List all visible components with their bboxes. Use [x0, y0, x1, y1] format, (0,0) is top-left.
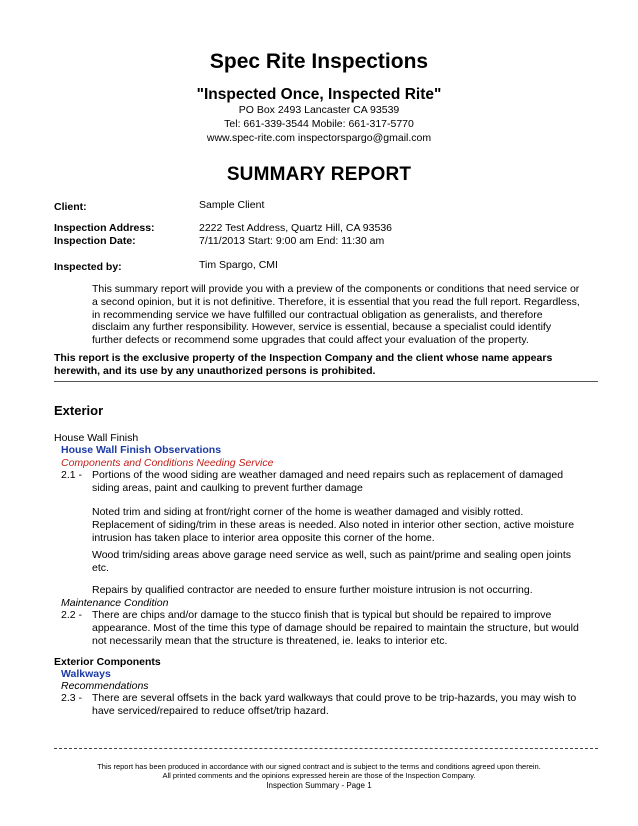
- category-exterior-components: Exterior Components: [54, 656, 161, 668]
- item-line: appearance. Most of the time this type of damage should be repaired to maintain the structure, but would: [92, 621, 579, 634]
- intro-line: further defects or recommend some upgrades that could affect your evaluation of the property.: [92, 334, 529, 347]
- item-number: 2.1 -: [61, 469, 83, 481]
- item-line: Replacement of siding/trim in these areas is needed. Also noted in interior other section, active moisture: [92, 518, 575, 531]
- inspection-date-label: Inspection Date:: [54, 235, 136, 247]
- intro-paragraph: [92, 283, 602, 347]
- item-2-3-text: [92, 692, 592, 718]
- client-value: Sample Client: [199, 199, 265, 211]
- item-line: siding areas, paint and caulking to prevent further damage: [92, 481, 363, 494]
- subcategory-wall-observations: House Wall Finish Observations: [61, 444, 222, 456]
- section-heading-exterior: Exterior: [54, 403, 104, 418]
- intro-line: a second opinion, but it is not definitive. Therefore, it is essential that you read the full report. Regardless,: [92, 295, 580, 308]
- item-number: 2.3 -: [61, 692, 83, 704]
- inspection-date-value: 7/11/2013 Start: 9:00 am End: 11:30 am: [199, 235, 385, 247]
- condition-maintenance: Maintenance Condition: [61, 597, 169, 609]
- footer-divider: [54, 748, 598, 749]
- item-2-1-paragraph-3: [92, 549, 592, 575]
- condition-needing-service: Components and Conditions Needing Service: [61, 457, 274, 469]
- inspected-by-label: Inspected by:: [54, 261, 122, 273]
- condition-recommendations: Recommendations: [61, 680, 149, 692]
- client-label: Client:: [54, 201, 87, 213]
- report-title: SUMMARY REPORT: [226, 164, 412, 185]
- company-web: www.spec-rite.com inspectorspargo@gmail.com: [206, 132, 432, 144]
- item-line: Noted trim and siding at front/right corner of the home is weather damaged and visibly rotted.: [92, 506, 524, 518]
- divider: [54, 381, 598, 382]
- exclusive-notice: [54, 352, 602, 378]
- item-line: not necessarily mean that the structure is threatened, ie. leaks to interior etc.: [92, 634, 448, 647]
- company-address: PO Box 2493 Lancaster CA 93539: [238, 104, 400, 116]
- item-line: etc.: [92, 561, 109, 574]
- item-line: intrusion has taken place to interior area opposite this corner of the home.: [92, 531, 435, 544]
- inspection-address-value: 2222 Test Address, Quartz Hill, CA 93536: [199, 222, 392, 234]
- footer-page-number: Inspection Summary - Page 1: [266, 781, 372, 790]
- intro-line: in recommending service we have fulfilled our contractual obligation as generalists, and therefore: [92, 308, 543, 321]
- item-line: Portions of the wood siding are weather damaged and need repairs such as replacement of damaged: [92, 469, 564, 481]
- footer-disclaimer-2: All printed comments and the opinions expressed herein are those of the Inspection Company.: [162, 771, 476, 780]
- notice-line: herewith, and its use by any unauthorized persons is prohibited.: [54, 364, 376, 377]
- item-2-1-paragraph-2: [92, 506, 592, 544]
- item-line: There are several offsets in the back yard walkways that could prove to be trip-hazards, you may wish to: [92, 692, 577, 704]
- company-tagline: "Inspected Once, Inspected Rite": [196, 86, 442, 103]
- item-line: have serviced/repaired to reduce offset/trip hazard.: [92, 704, 329, 717]
- intro-line: This summary report will provide you with a preview of the components or conditions that need service or: [92, 283, 580, 295]
- item-2-1-text: [92, 469, 592, 495]
- item-number: 2.2 -: [61, 609, 83, 621]
- item-line: Wood trim/siding areas above garage need service as well, such as paint/prime and sealing open joints: [92, 549, 571, 561]
- item-2-2-text: [92, 609, 592, 647]
- item-line: There are chips and/or damage to the stucco finish that is typical but should be repaired to improve: [92, 609, 552, 621]
- notice-line: This report is the exclusive property of the Inspection Company and the client whose name appears: [54, 352, 553, 364]
- company-phones: Tel: 661-339-3544 Mobile: 661-317-5770: [224, 118, 414, 130]
- footer-disclaimer-1: This report has been produced in accordance with our signed contract and is subject to the terms and conditions agreed upon therein.: [97, 762, 541, 771]
- inspection-address-label: Inspection Address:: [54, 222, 155, 234]
- company-name: Spec Rite Inspections: [209, 50, 429, 73]
- subcategory-walkways: Walkways: [61, 668, 111, 680]
- category-house-wall-finish: House Wall Finish: [54, 432, 139, 444]
- item-2-1-paragraph-4: Repairs by qualified contractor are needed to ensure further moisture intrusion is not occurring.: [92, 584, 533, 596]
- intro-line: disclaim any further responsibility. However, service is essential, because a specialist could identify: [92, 321, 552, 334]
- inspected-by-value: Tim Spargo, CMI: [199, 259, 278, 271]
